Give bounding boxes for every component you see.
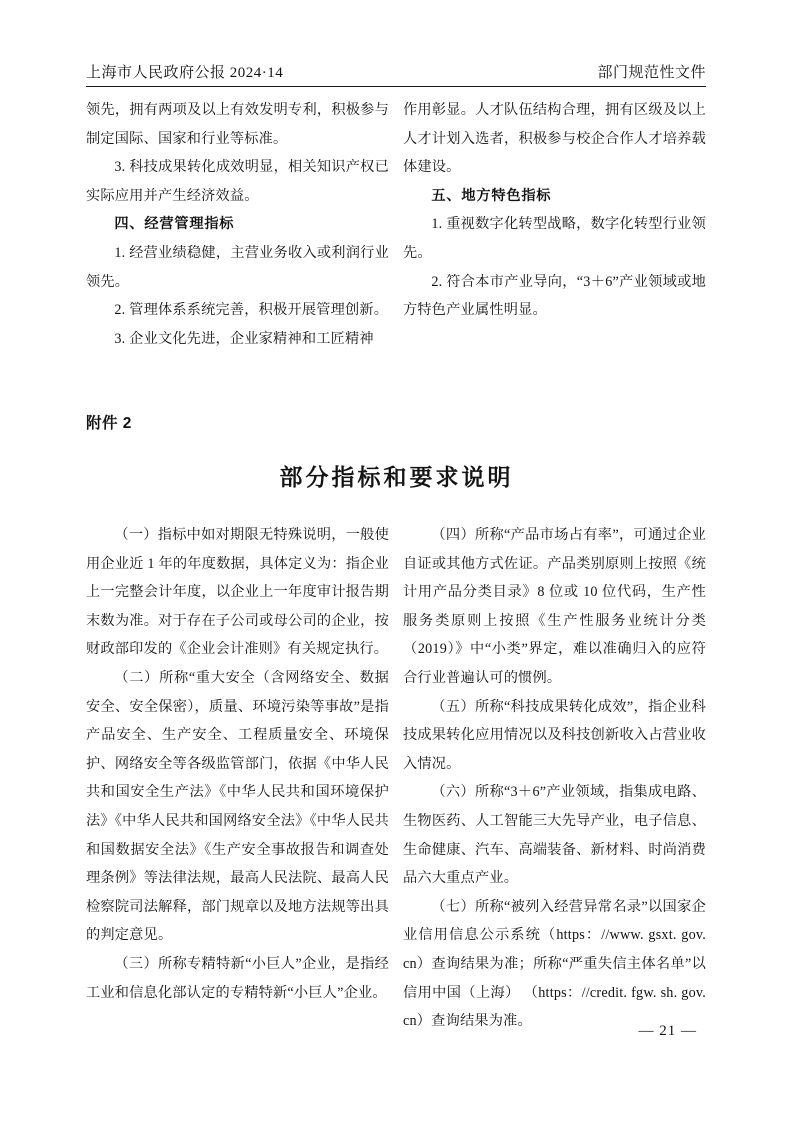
paragraph: 1. 经营业绩稳健，主营业务收入或利润行业领先。 <box>86 244 389 290</box>
page-number: — 21 — <box>638 1023 697 1039</box>
top-right-column <box>403 96 706 353</box>
paragraph: 2. 管理体系系统完善，积极开展管理创新。 <box>114 302 389 319</box>
document-category-label: 部门规范性文件 <box>597 65 706 81</box>
top-left-column <box>86 96 389 353</box>
paragraph: （六）所称“3＋6”产业领域，指集成电路、生物医药、人工智能三大先导产业，电子信息、生命健康、汽车、高端装备、新材料、时尚消费品六大重点产业。 <box>403 784 706 887</box>
page-footer <box>639 1023 698 1040</box>
paragraph: 1. 重视数字化转型战略，数字化转型行业领先。 <box>403 216 706 261</box>
header-divider-rule <box>86 86 706 87</box>
paragraph: （一）指标中如对期限无特殊说明，一般使用企业近 1 年的年度数据，具体定义为：指企业上一完整会计年度，以企业上一年度审计报告期末数为准。对于存在子公司或母公司的企业，按财政部印发的《企业会计准则》有关规定执行。 <box>86 527 389 658</box>
paragraph: 作用彰显。人才队伍结构合理，拥有区级及以上人才计划入选者，积极参与校企合作人才培养载体建设。 <box>403 102 706 176</box>
document-title: 部分指标和要求说明 <box>279 464 514 490</box>
paragraph: 领先，拥有两项及以上有效发明专利，积极参与制定国际、国家和行业等标准。 <box>86 102 389 147</box>
gazette-issue-title: 上海市人民政府公报 2024·14 <box>86 65 284 81</box>
notes-text-section <box>86 521 706 1036</box>
paragraph: （七）所称“被列入经营异常名录”以国家企业信用信息公示系统（https：//www. gsxt. gov. cn）查询结果为准；所称“严重失信主体名单”以信用中国（上海） （https：//credit. fgw. sh. gov. cn）查询结果为准。 <box>403 898 706 1030</box>
paragraph: （五）所称“科技成果转化成效”，指企业科技成果转化应用情况以及科技创新收入占营业收入情况。 <box>403 698 706 772</box>
attachment-label: 附件 2 <box>86 415 132 432</box>
notes-left-column <box>86 521 389 1036</box>
section-heading: 五、地方特色指标 <box>431 187 552 204</box>
page-header <box>86 61 706 82</box>
paragraph: （三）所称专精特新“小巨人”企业，是指经工业和信息化部认定的专精特新“小巨人”企业。 <box>86 955 389 1001</box>
paragraph: 3. 科技成果转化成效明显，相关知识产权已实际应用并产生经济效益。 <box>86 159 389 204</box>
paragraph: （四）所称“产品市场占有率”，可通过企业自证或其他方式佐证。产品类别原则上按照《统计用产品分类目录》8 位或 10 位代码，生产性服务类原则上按照《生产性服务业统计分类（2019）》中“小类”界定，难以准确归入的应符合行业普遍认可的惯例。 <box>403 527 706 686</box>
notes-right-column <box>403 521 706 1036</box>
top-text-section <box>86 96 706 353</box>
paragraph: （二）所称“重大安全（含网络安全、数据安全、安全保密），质量、环境污染等事故”是指产品安全、生产安全、工程质量安全、环境保护、网络安全等各级监管部门，依据《中华人民共和国安全生产法》《中华人民共和国环境保护法》《中华人民共和国网络安全法》《中华人民共和国数据安全法》《生产安全事故报告和调查处理条例》等法律法规，最高人民法院、最高人民检察院司法解释，部门规章以及地方法规等出具的判定意见。 <box>86 669 389 944</box>
section-heading: 四、经营管理指标 <box>114 216 235 233</box>
paragraph: 2. 符合本市产业导向，“3＋6”产业领域或地方特色产业属性明显。 <box>403 273 706 319</box>
paragraph: 3. 企业文化先进，企业家精神和工匠精神 <box>114 330 374 347</box>
